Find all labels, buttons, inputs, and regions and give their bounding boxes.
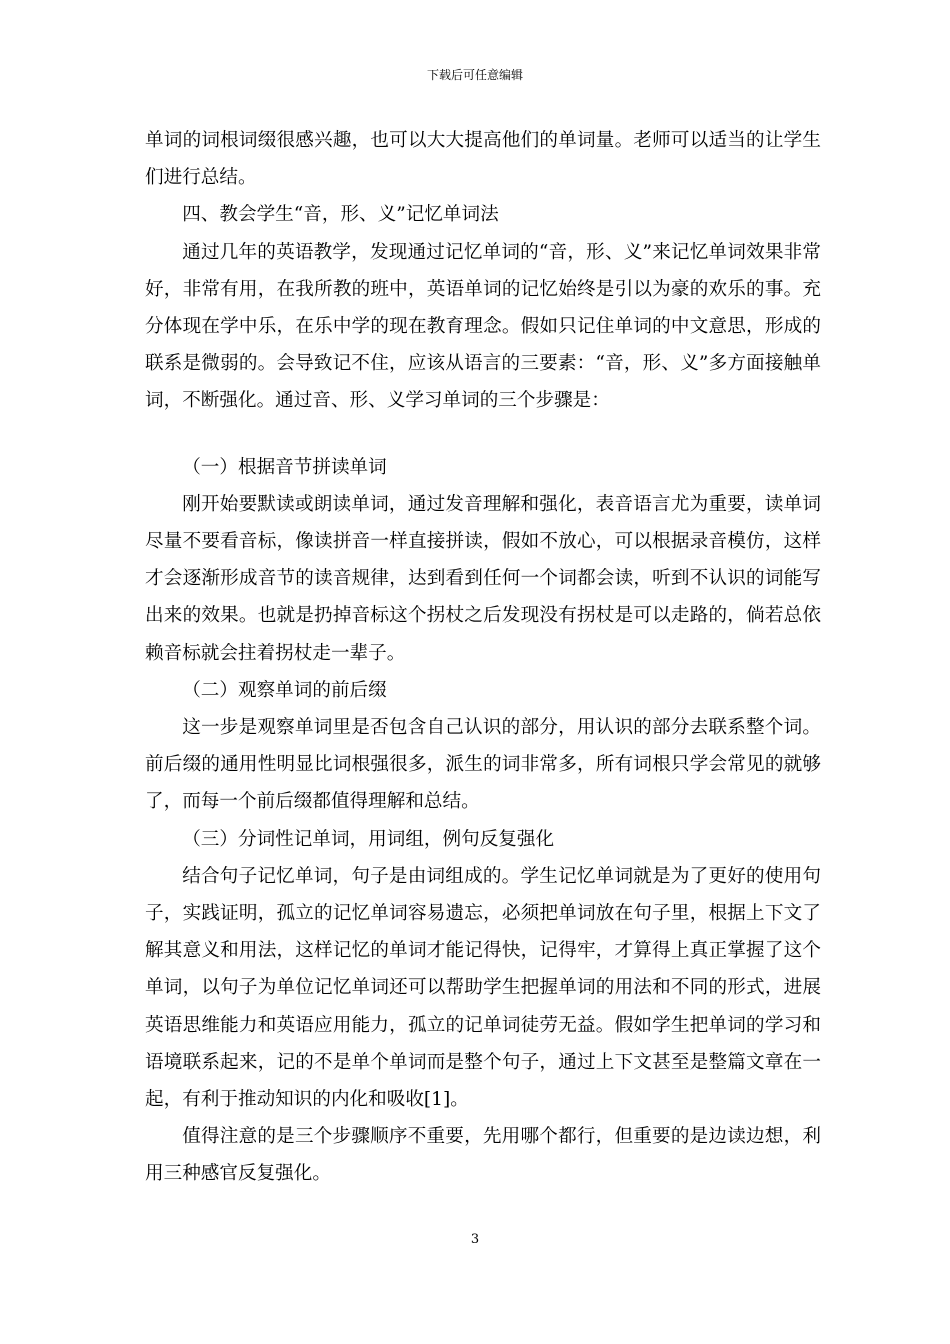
paragraph-step-1: 刚开始要默读或朗读单词，通过发音理解和强化，表音语言尤为重要，读单词尽量不要看音标，像读拼音一样直接拼读，假如不放心，可以根据录音模仿，这样才会逐渐形成音节的读音规律，达到看到任何一个词都会读，听到不认识的词能写出来的效果。也就是扔掉音标这个拐杖之后发现没有拐杖是可以走路的，倘若总依赖音标就会拄着拐杖走一辈子。 xyxy=(145,493,821,664)
page-header: 下载后可任意编辑 xyxy=(426,68,523,82)
page-number: 3 xyxy=(470,1232,480,1247)
paragraph-gap xyxy=(145,420,821,449)
paragraph-conclusion: 值得注意的是三个步骤顺序不重要，先用哪个都行，但重要的是边读边想，利用三种感官反复强化。 xyxy=(145,1126,821,1185)
paragraph-step-2: 这一步是观察单词里是否包含自己认识的部分，用认识的部分去联系整个词。前后缀的通用性明显比词根强很多，派生的词非常多，所有词根只学会常见的就够了，而每一个前后缀都值得理解和总结。 xyxy=(145,717,821,813)
paragraph-continuation: 单词的词根词缀很感兴趣，也可以大大提高他们的单词量。老师可以适当的让学生们进行总结。 xyxy=(145,130,821,189)
document-body xyxy=(145,122,821,1193)
paragraph-intro: 通过几年的英语教学，发现通过记忆单词的“音，形、义”来记忆单词效果非常好，非常有用，在我所教的班中，英语单词的记忆始终是引以为豪的欢乐的事。充分体现在学中乐，在乐中学的现在教育理念。假如只记住单词的中文意思，形成的联系是微弱的。会导致记不住，应该从语言的三要素：“音，形、义”多方面接触单词，不断强化。通过音、形、义学习单词的三个步骤是： xyxy=(145,241,821,412)
subsection-heading-3: （三）分词性记单词，用词组，例句反复强化 xyxy=(182,828,555,850)
subsection-heading-1: （一）根据音节拼读单词 xyxy=(182,456,387,478)
subsection-heading-2: （二）观察单词的前后缀 xyxy=(182,679,387,701)
paragraph-step-3: 结合句子记忆单词，句子是由词组成的。学生记忆单词就是为了更好的使用句子，实践证明，孤立的记忆单词容易遗忘，必须把单词放在句子里，根据上下文了解其意义和用法，这样记忆的单词才能记得快，记得牢，才算得上真正掌握了这个单词，以句子为单位记忆单词还可以帮助学生把握单词的用法和不同的形式，进展英语思维能力和英语应用能力，孤立的记单词徒劳无益。假如学生把单词的学习和语境联系起来，记的不是单个单词而是整个句子，通过上下文甚至是整篇文章在一起，有利于推动知识的内化和吸收[1]。 xyxy=(145,865,821,1111)
section-heading: 四、教会学生“音，形、义”记忆单词法 xyxy=(182,204,499,226)
